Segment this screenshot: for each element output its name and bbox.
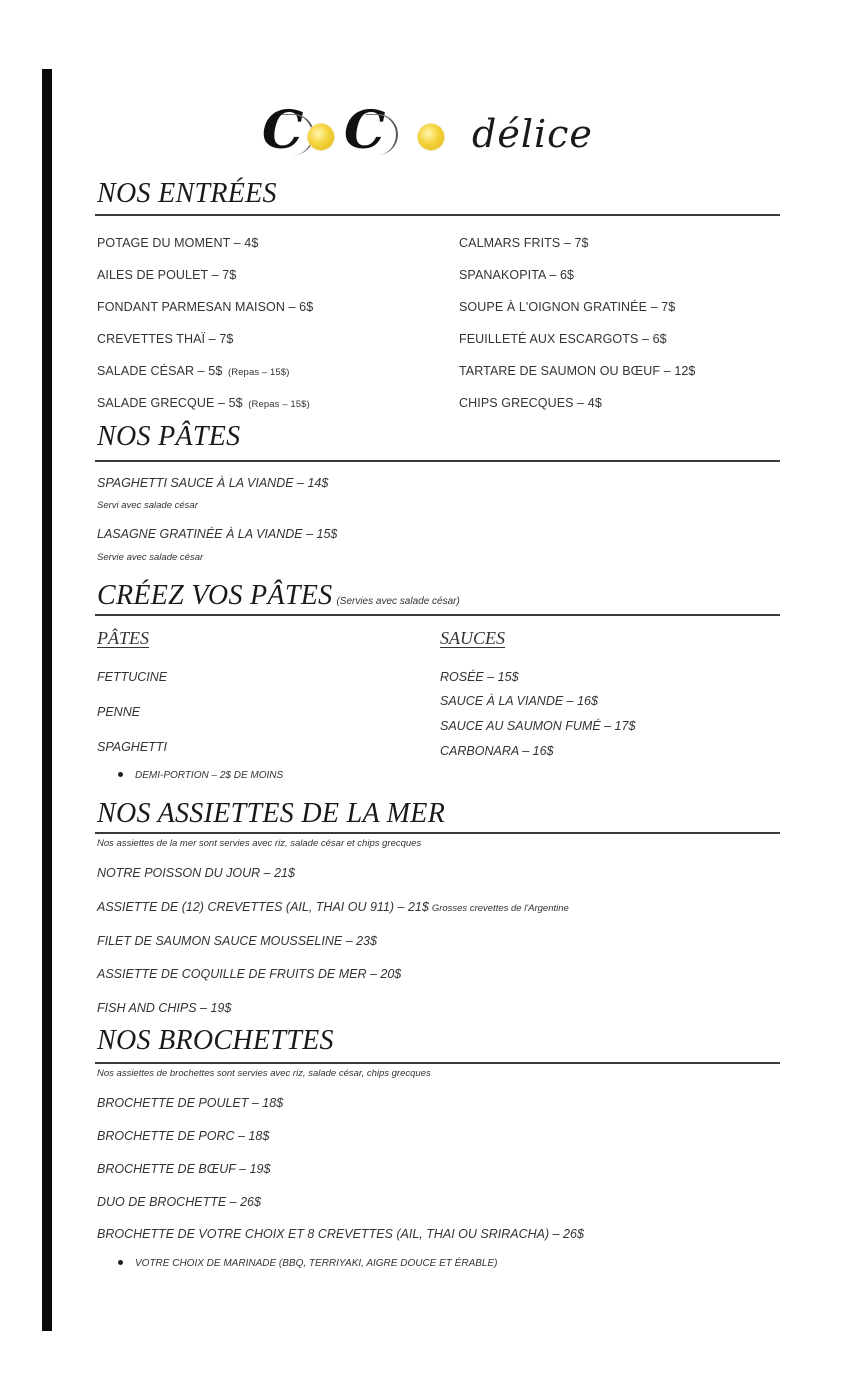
bullet-icon [118,1260,123,1265]
menu-item: CALMARS FRITS – 7$ [459,236,589,250]
logo-letter-c2: C [344,100,384,161]
menu-item: FISH AND CHIPS – 19$ [97,1001,232,1015]
item-note: (Repas – 15$) [248,399,310,410]
section-title-pates: NOS PÂTES [97,421,241,452]
menu-item: LASAGNE GRATINÉE À LA VIANDE – 15$ [97,527,338,541]
pasta-option: FETTUCINE [97,670,168,684]
section-title-mer: NOS ASSIETTES DE LA MER [97,798,446,829]
menu-item: FONDANT PARMESAN MAISON – 6$ [97,300,314,314]
section-divider [95,460,780,462]
section-divider [95,614,780,616]
section-divider [95,1062,780,1064]
menu-item: BROCHETTE DE POULET – 18$ [97,1096,284,1110]
section-subtitle: (Servies avec salade césar) [336,596,460,607]
section-divider [95,832,780,834]
bullet-note: DEMI-PORTION – 2$ DE MOINS [118,770,283,781]
menu-item: FILET DE SAUMON SAUCE MOUSSELINE – 23$ [97,934,377,948]
egg-yolk-icon [418,124,444,150]
egg-shell-icon [366,114,398,155]
menu-item: POTAGE DU MOMENT – 4$ [97,236,259,250]
menu-item: SPANAKOPITA – 6$ [459,268,575,282]
menu-item: ASSIETTE DE (12) CREVETTES (AIL, THAI OU 911) – 21$ Grosses crevettes de l'Argentine [97,900,569,914]
menu-item: BROCHETTE DE BŒUF – 19$ [97,1162,271,1176]
sauce-option: ROSÉE – 15$ [440,670,519,684]
sauce-option: CARBONARA – 16$ [440,744,554,758]
section-title-creez: CRÉEZ VOS PÂTES (Servies avec salade césar) [97,580,460,611]
item-note: Servie avec salade césar [97,552,204,563]
logo [262,100,612,164]
bullet-note: VOTRE CHOIX DE MARINADE (BBQ, TERRIYAKI, AIGRE DOUCE ET ÉRABLE) [118,1258,497,1269]
item-note: Servi avec salade césar [97,500,198,511]
egg-yolk-icon [308,124,334,150]
menu-item: DUO DE BROCHETTE – 26$ [97,1195,261,1209]
menu-item: ASSIETTE DE COQUILLE DE FRUITS DE MER – 20$ [97,967,402,981]
menu-item: SOUPE À L'OIGNON GRATINÉE – 7$ [459,300,676,314]
menu-item: BROCHETTE DE PORC – 18$ [97,1129,270,1143]
menu-item: AILES DE POULET – 7$ [97,268,237,282]
menu-item: CHIPS GRECQUES – 4$ [459,396,602,410]
menu-item: CREVETTES THAÏ – 7$ [97,332,234,346]
sauce-option: SAUCE AU SAUMON FUMÉ – 17$ [440,719,636,733]
section-description: Nos assiettes de la mer sont servies avec riz, salade césar et chips grecques [97,838,422,849]
sauce-option: SAUCE À LA VIANDE – 16$ [440,694,598,708]
menu-item: SALADE GRECQUE – 5$ (Repas – 15$) [97,396,310,410]
item-note: (Repas – 15$) [227,367,290,378]
menu-item: TARTARE DE SAUMON OU BŒUF – 12$ [459,364,696,378]
pasta-option: SPAGHETTI [97,740,167,754]
menu-item: FEUILLETÉ AUX ESCARGOTS – 6$ [459,332,667,346]
subheading-sauces: SAUCES [440,628,505,648]
section-description: Nos assiettes de brochettes sont servies avec riz, salade césar, chips grecques [97,1068,431,1079]
item-note: Grosses crevettes de l'Argentine [431,903,569,914]
bullet-icon [118,772,123,777]
section-divider [95,214,780,216]
menu-item: NOTRE POISSON DU JOUR – 21$ [97,866,295,880]
pasta-option: PENNE [97,705,141,719]
left-margin-bar [42,69,52,1331]
logo-letter-c1: C [262,100,302,161]
section-title-entrees: NOS ENTRÉES [97,178,277,209]
section-title-brochettes: NOS BROCHETTES [97,1025,334,1056]
logo-script: délice [472,112,593,156]
subheading-pates: PÂTES [97,628,149,648]
menu-item: BROCHETTE DE VOTRE CHOIX ET 8 CREVETTES (AIL, THAI OU SRIRACHA) – 26$ [97,1227,584,1241]
menu-item: SPAGHETTI SAUCE À LA VIANDE – 14$ [97,476,329,490]
menu-item: SALADE CÉSAR – 5$ (Repas – 15$) [97,364,290,378]
